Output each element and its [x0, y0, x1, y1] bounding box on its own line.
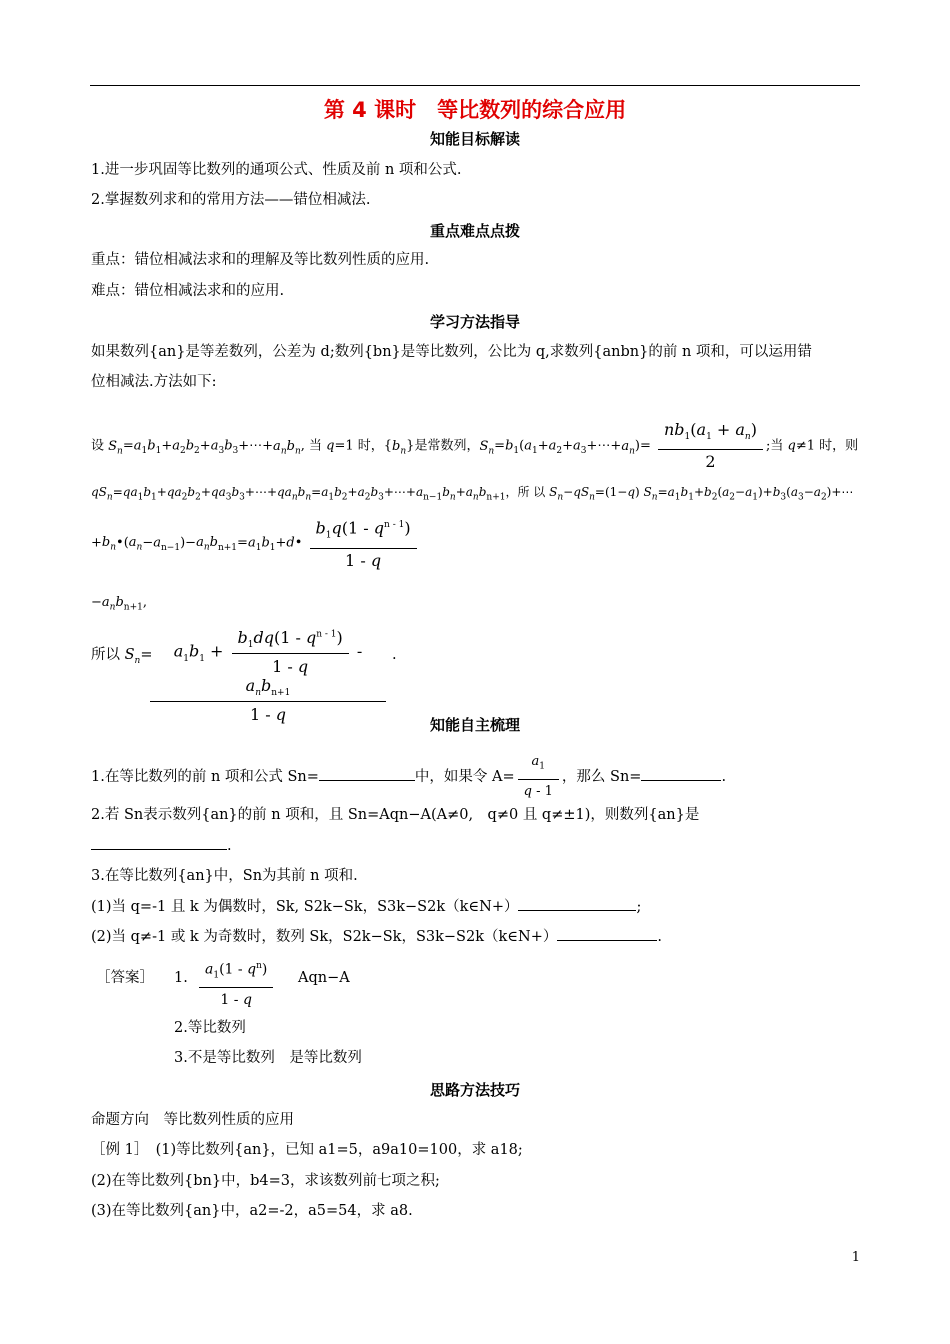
page-title: 第 4 课时 等比数列的综合应用 [323, 98, 627, 122]
section-goals: 知能目标解读 [429, 130, 520, 148]
formula-line-2: $qS_n=qa_1b_1+qa_2b_2+qa_3b_3+\cdots+qa_nb_n=a_1b_2+a_2b_3+\cdots+a_{n-1}b_n+a_nb_{n+1}$，所 以 $S_n-qS_n=(1-q)$ $S_n=a_1b_1+b_2(a_2-a_1)+b_3(a_3-a_2)+\cdots$ [91, 485, 854, 503]
review-q3a: (1)当 q=-1 且 k 为偶数时，Sk, S2k−Sk，S3k−S2k（k∈N+） ; [91, 896, 641, 917]
goal-2: 2.掌握数列求和的常用方法——错位相减法. [91, 192, 371, 208]
section-method: 学习方法指导 [429, 313, 520, 331]
formula-line-4: $-a_nb_{n+1}$, [91, 595, 148, 613]
review-q2: 2.若 Sn表示数列{an}的前 n 项和，且 Sn=Aqn−A(A≠0, q≠0 且 q≠±1)，则数列{an}是 [91, 807, 700, 823]
formula-line-3: $+b_n•(a_n-a_{n-1})-a_nb_{n+1}=a_1b_1+d•$ $\frac{b_1q(1 - q^{n - 1})}{1 - q}$ [91, 515, 420, 571]
answer-1-second: Aqn−A [298, 970, 350, 986]
example-1-part-1: ［例 1］ (1)等比数列{an}，已知 a1=5，a9a10=100，求 a18; [91, 1142, 523, 1158]
method-intro-2: 位相减法.方法如下: [91, 374, 217, 390]
answer-blank[interactable] [518, 896, 636, 911]
answer-blank[interactable] [557, 926, 657, 941]
section-review: 知能自主梳理 [429, 716, 520, 734]
key-point: 重点：错位相减法求和的理解及等比数列性质的应用. [91, 252, 430, 268]
review-q3b: (2)当 q≠-1 或 k 为奇数时，数列 Sk，S2k−Sk，S3k−S2k（k∈N+） . [91, 926, 662, 947]
answer-blank[interactable] [319, 766, 415, 781]
header-rule [90, 85, 860, 86]
answer-blank[interactable] [641, 766, 721, 781]
formula-line-1: 设 $S_n=a_1b_1+a_2b_2+a_3b_3+\cdots+a_nb_n$, 当 q=1 时，$\{b_n\}$是常数列，$S_n=b_1(a_1+a_2+a_3+\cdots+a_n)=$ $\frac{nb_1(a_1 + a_n)}{2}$ ;当 q≠1 时，则 [91, 420, 859, 472]
difficult-point: 难点：错位相减法求和的应用. [91, 283, 285, 299]
example-1-part-3: (3)在等比数列{an}中，a2=-2，a5=54，求 a8. [91, 1203, 413, 1219]
result-period: . [392, 647, 397, 663]
skills-direction: 命题方向 等比数列性质的应用 [91, 1112, 294, 1128]
answer-1-number: 1. [174, 970, 188, 986]
review-q3: 3.在等比数列{an}中，Sn为其前 n 项和. [91, 868, 358, 884]
answer-blank[interactable] [91, 835, 227, 850]
answer-2: 2.等比数列 [174, 1020, 246, 1036]
answer-3: 3.不是等比数列 是等比数列 [174, 1050, 362, 1066]
result-prefix: 所以 $S_n=$ [91, 647, 153, 666]
method-intro-1: 如果数列{an}是等差数列，公差为 d;数列{bn}是等比数列，公比为 q,求数列{anbn}的前 n 项和，可以运用错 [91, 344, 812, 360]
result-fraction: $a_1b_1$ + $\frac{b_1dq(1 - q^{n - 1})}{1 - q}$ - $a_nb_{n+1}$ 1 - q [150, 628, 386, 724]
section-key: 重点难点点拨 [429, 222, 520, 240]
review-q1: 1.在等比数列的前 n 项和公式 Sn= 中，如果令 A= $\frac{a_1}{q - 1}$ ，那么 Sn= . [91, 754, 727, 799]
review-q2-blank: . [91, 835, 232, 856]
section-skills: 思路方法技巧 [429, 1081, 520, 1099]
answer-1-formula: $\frac{a_1(1 - q^n)}{1 - q}$ [196, 956, 276, 1010]
page-number: 1 [851, 1250, 860, 1265]
answer-label: ［答案］ [96, 970, 154, 986]
example-1-part-2: (2)在等比数列{bn}中，b4=3，求该数列前七项之积; [91, 1173, 440, 1189]
goal-1: 1.进一步巩固等比数列的通项公式、性质及前 n 项和公式. [91, 162, 462, 178]
